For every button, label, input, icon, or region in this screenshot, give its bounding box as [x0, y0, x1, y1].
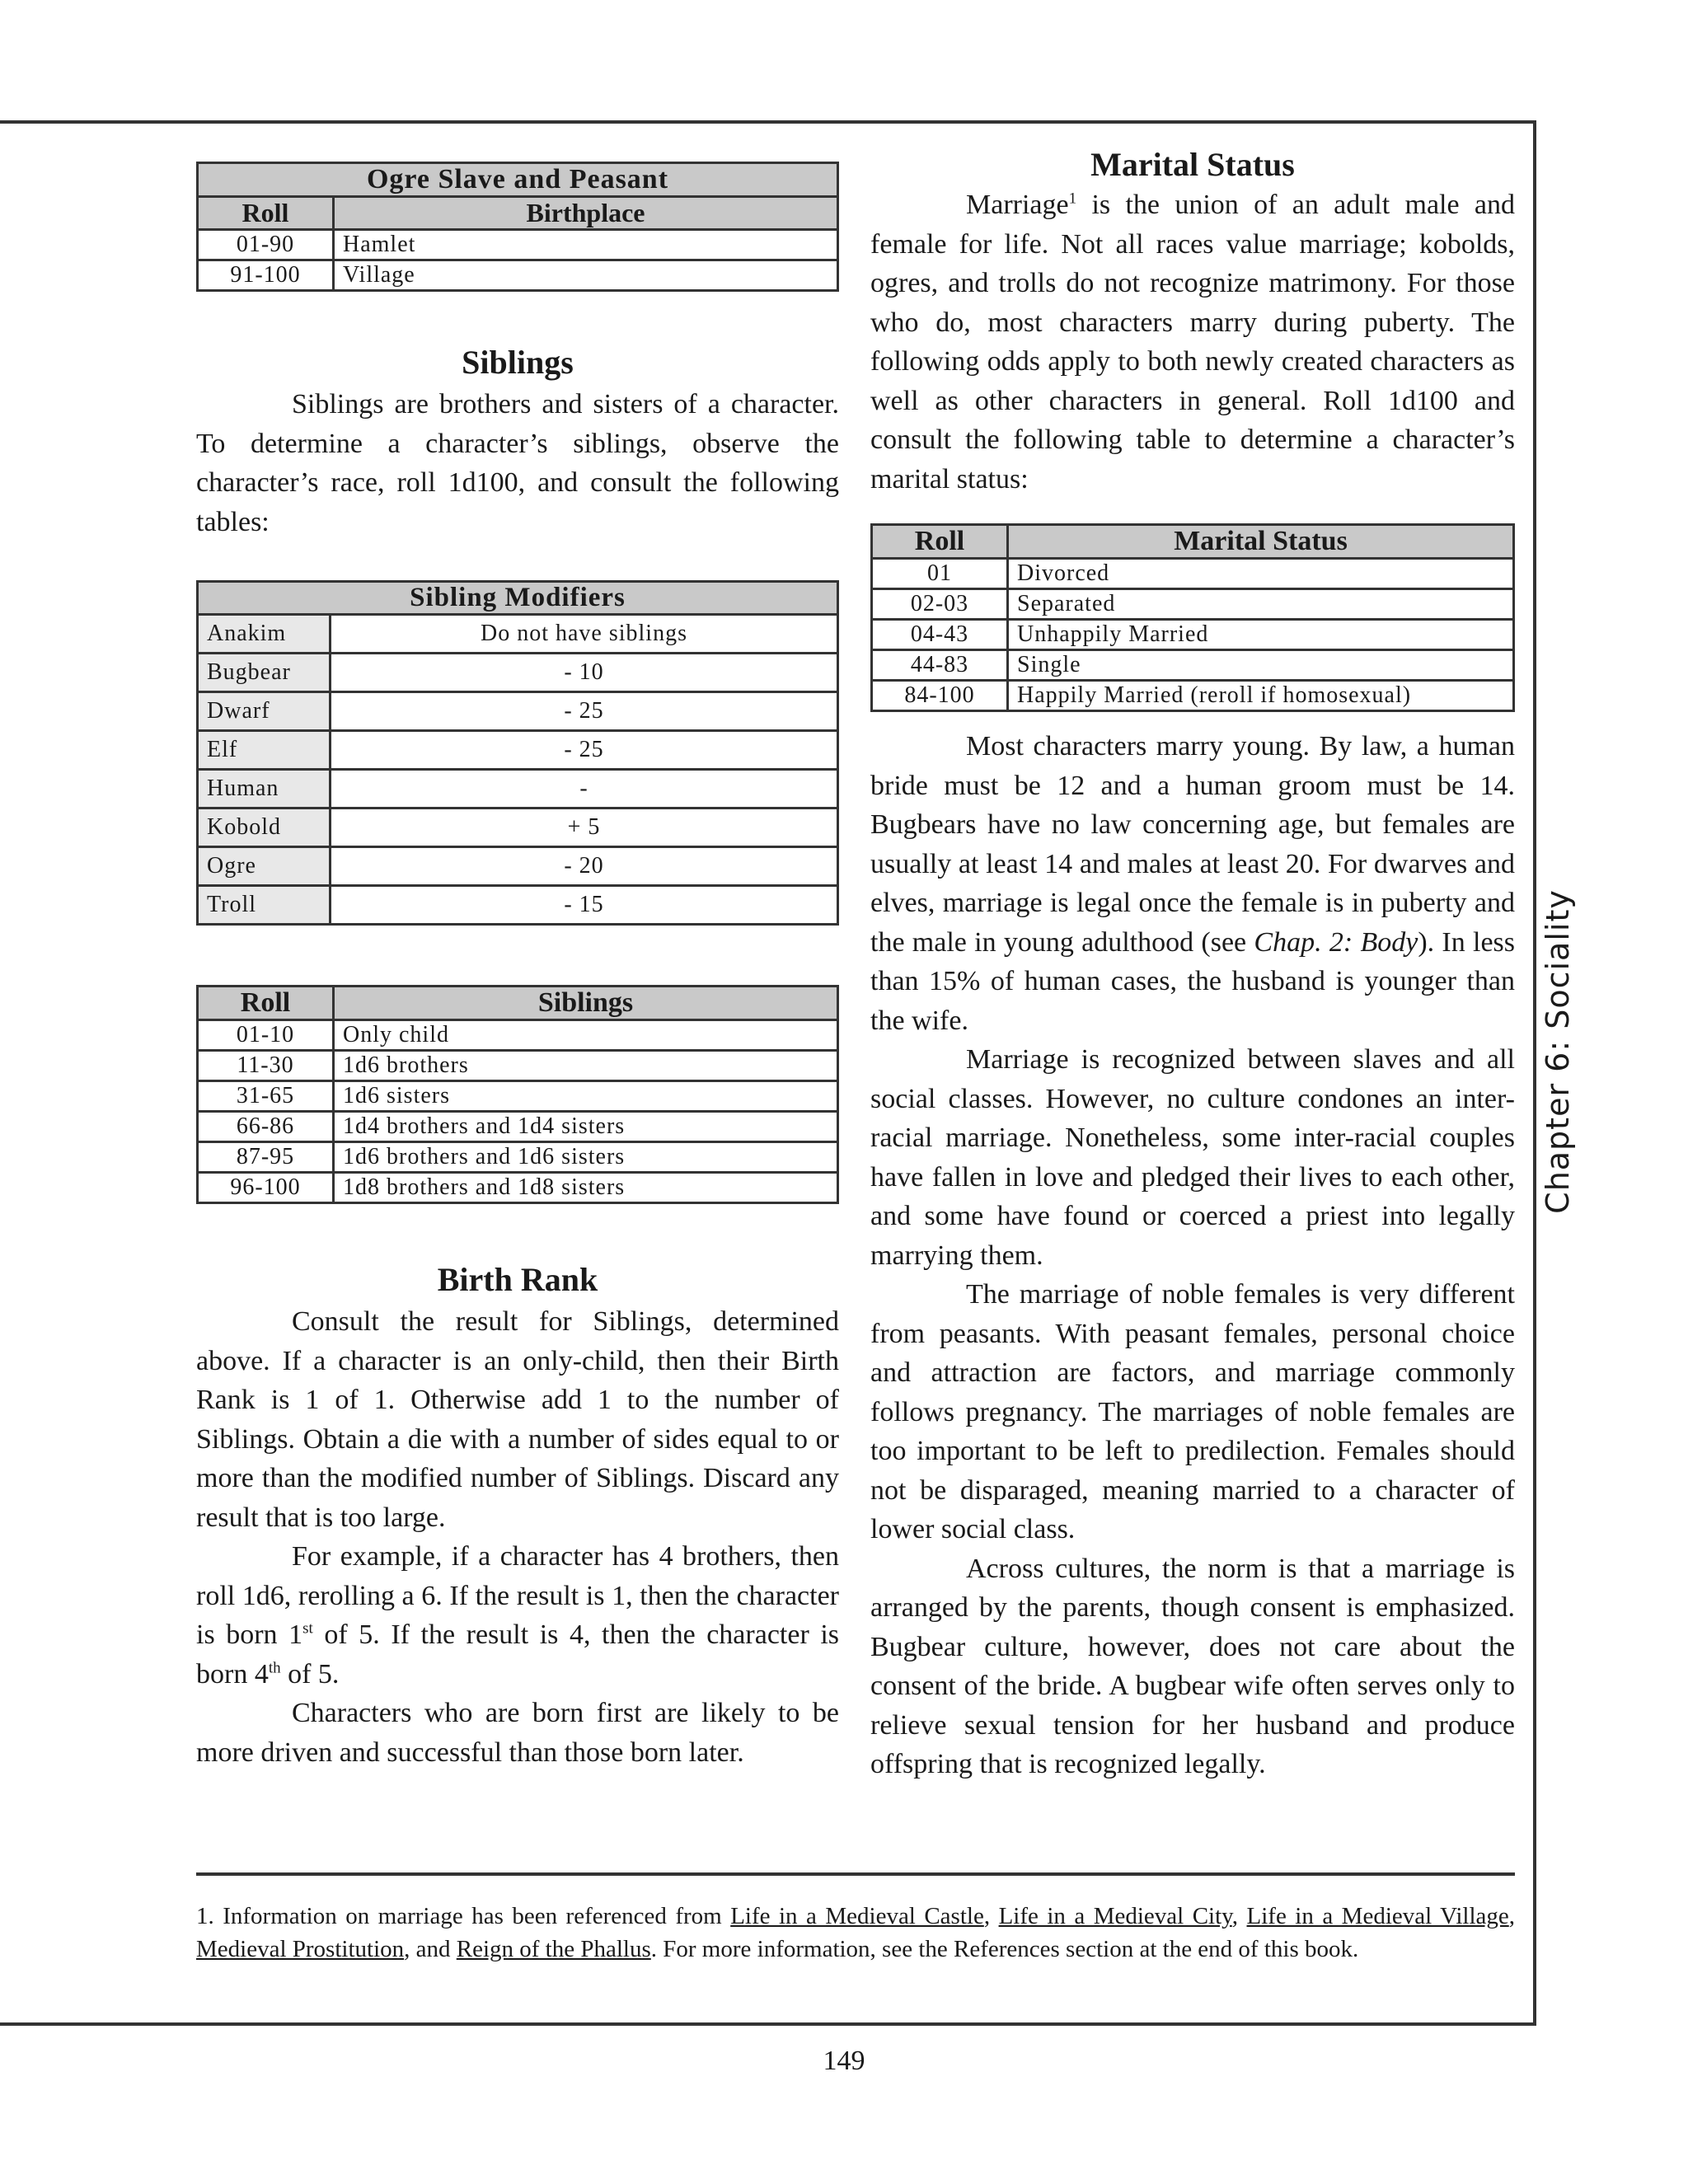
table-cell: Do not have siblings: [331, 615, 838, 654]
table-cell: 96-100: [198, 1173, 334, 1203]
footnote: 1. Information on marriage has been referenced from Life in a Medieval Castle, Life in a Medieval City, Life in a Medieval Village, Medieval Prostitution, and Reign of the Phallus. For more information, see the References section at the end of this book.: [196, 1903, 1515, 1962]
table-cell: -: [331, 770, 838, 808]
table-cell: 1d6 brothers: [334, 1051, 838, 1081]
table-cell: 01-90: [198, 230, 334, 260]
siblings-paragraph: Siblings are brothers and sisters of a character. To determine a character’s siblings, observe the character’s race, roll 1d100, and consult the following tables:: [196, 389, 839, 537]
marital-paragraph-1: Marriage$^1$ is the union of an adult male and female for life. Not all races value marriage; kobolds, ogres, and trolls do not recognize matrimony. For those who do, most characters marry during puberty. The following odds apply to both newly created characters as well as other characters in general. Roll 1d100 and consult the following table to determine a character’s marital status:: [870, 190, 1515, 494]
table-row: [872, 681, 1514, 711]
siblings-roll-table: [196, 985, 839, 1204]
section-heading-siblings: Siblings: [462, 344, 574, 381]
table-row: [872, 589, 1514, 620]
marital-paragraph-3: Marriage is recognized between slaves and all social classes. However, no culture condones an inter-racial marriage. Nonetheless, some inter-racial couples have fallen in love and pledged their lives to each other, and some have found or coerced a priest into legally marrying them.: [870, 1044, 1515, 1271]
table-row: [198, 1051, 838, 1081]
table-cell: + 5: [331, 808, 838, 847]
table-cell: 04-43: [872, 620, 1008, 650]
table-row: [198, 654, 838, 692]
column-header: Roll: [198, 987, 334, 1020]
table-cell: 1d6 sisters: [334, 1081, 838, 1112]
table-row: [198, 1173, 838, 1203]
table-cell: 91-100: [198, 260, 334, 291]
column-header: Siblings: [334, 987, 838, 1020]
ogre-birthplace-table: [196, 162, 839, 292]
reference-title: Reign of the Phallus: [456, 1936, 651, 1962]
marital-paragraph-2: Most characters marry young. By law, a human bride must be 12 and a human groom must be 14. Bugbears have no law concerning age, but females are usually at least 14 and males at least 20. For dwarves and elves, marriage is legal once the female is in puberty and the male in young adulthood (see Chap. 2: Body). In less than 15% of human cases, the husband is younger than the wife.: [870, 731, 1515, 1036]
left-column: [196, 162, 839, 1772]
table-cell: 1d8 brothers and 1d8 sisters: [334, 1173, 838, 1203]
table-cell: 01-10: [198, 1020, 334, 1051]
table-cell: Troll: [198, 886, 331, 925]
column-header: Marital Status: [1008, 525, 1514, 559]
birth-rank-paragraph-2: For example, if a character has 4 brothers, then roll 1d6, rerolling a 6. If the result is 1, then the character is born 1st of 5. If the result is 4, then the character is born 4th of 5.: [196, 1541, 840, 1690]
sibling-modifiers-table: [196, 580, 839, 926]
table-row: [198, 692, 838, 731]
table-cell: 87-95: [198, 1142, 334, 1173]
table-row: [198, 1112, 838, 1142]
right-column: [870, 145, 1515, 1784]
marital-paragraph-4: The marriage of noble females is very different from peasants. With peasant females, personal choice and attraction are factors, and marriage commonly follows pregnancy. The marriages of noble females are too important to be left to predilection. Females should not be disparaged, meaning married to a character of lower social class.: [870, 1279, 1515, 1544]
table-cell: 1d4 brothers and 1d4 sisters: [334, 1112, 838, 1142]
table-cell: 02-03: [872, 589, 1008, 620]
table-cell: - 20: [331, 847, 838, 886]
column-header: Birthplace: [334, 197, 838, 230]
chapter-side-label: Chapter 6: Sociality: [1540, 889, 1576, 1214]
birth-rank-paragraph-1: Consult the result for Siblings, determined above. If a character is an only-child, then their Birth Rank is 1 of 1. Otherwise add 1 to the number of Siblings. Obtain a die with a number of sides equal to or more than the modified number of Siblings. Discard any result that is too large.: [196, 1306, 839, 1533]
table-row: [198, 731, 838, 770]
table-cell: - 15: [331, 886, 838, 925]
footnote-marker: 1: [1068, 190, 1077, 208]
page-number: 149: [823, 2046, 865, 2076]
table-cell: Divorced: [1008, 559, 1514, 589]
table-cell: 44-83: [872, 650, 1008, 681]
table-row: [198, 770, 838, 808]
table-row: [198, 1020, 838, 1051]
table-cell: - 25: [331, 692, 838, 731]
marital-paragraph-5: Across cultures, the norm is that a marriage is arranged by the parents, though consent is emphasized. Bugbear culture, however, does not care about the consent of the bride. A bugbear wife often serves only to relieve sexual tension for her husband and produce offspring that is recognized legally.: [870, 1553, 1515, 1779]
table-cell: Only child: [334, 1020, 838, 1051]
table-cell: Separated: [1008, 589, 1514, 620]
table-cell: Single: [1008, 650, 1514, 681]
table-cell: Bugbear: [198, 654, 331, 692]
table-cell: Anakim: [198, 615, 331, 654]
table-cell: Elf: [198, 731, 331, 770]
column-header: Roll: [198, 197, 334, 230]
section-heading-marital-status: Marital Status: [1090, 146, 1295, 183]
table-row: [872, 650, 1514, 681]
table-row: [198, 230, 838, 260]
table-row: [198, 260, 838, 291]
table-cell: - 10: [331, 654, 838, 692]
table-cell: Ogre: [198, 847, 331, 886]
birth-rank-paragraph-3: Characters who are born first are likely to be more driven and successful than those born later.: [196, 1698, 839, 1768]
table-cell: Hamlet: [334, 230, 838, 260]
table-row: [198, 1081, 838, 1112]
table-cell: 1d6 brothers and 1d6 sisters: [334, 1142, 838, 1173]
section-heading-birth-rank: Birth Rank: [437, 1261, 598, 1298]
table-cell: 11-30: [198, 1051, 334, 1081]
table-row: [198, 615, 838, 654]
table-row: [872, 559, 1514, 589]
table-cell: 84-100: [872, 681, 1008, 711]
table-cell: Happily Married (reroll if homosexual): [1008, 681, 1514, 711]
reference-title: Life in a Medieval City: [998, 1903, 1232, 1929]
marital-status-table: [870, 523, 1515, 712]
table-cell: Dwarf: [198, 692, 331, 731]
table-cell: Kobold: [198, 808, 331, 847]
reference-title: Life in a Medieval Village: [1246, 1903, 1509, 1929]
reference-title: Life in a Medieval Castle: [730, 1903, 984, 1929]
table-cell: Village: [334, 260, 838, 291]
table-cell: - 25: [331, 731, 838, 770]
cross-reference: Chap. 2: Body: [1254, 926, 1418, 958]
footnote-rule: [196, 1872, 1515, 1876]
table-cell: Human: [198, 770, 331, 808]
table-row: [198, 808, 838, 847]
table-cell: 01: [872, 559, 1008, 589]
column-header: Roll: [872, 525, 1008, 559]
table-title: Sibling Modifiers: [198, 582, 838, 615]
table-row: [872, 620, 1514, 650]
table-row: [198, 886, 838, 925]
table-cell: Unhappily Married: [1008, 620, 1514, 650]
table-cell: 31-65: [198, 1081, 334, 1112]
table-row: [198, 1142, 838, 1173]
table-title: Ogre Slave and Peasant: [198, 163, 838, 197]
table-cell: 66-86: [198, 1112, 334, 1142]
table-row: [198, 847, 838, 886]
reference-title: Medieval Prostitution: [196, 1936, 405, 1962]
